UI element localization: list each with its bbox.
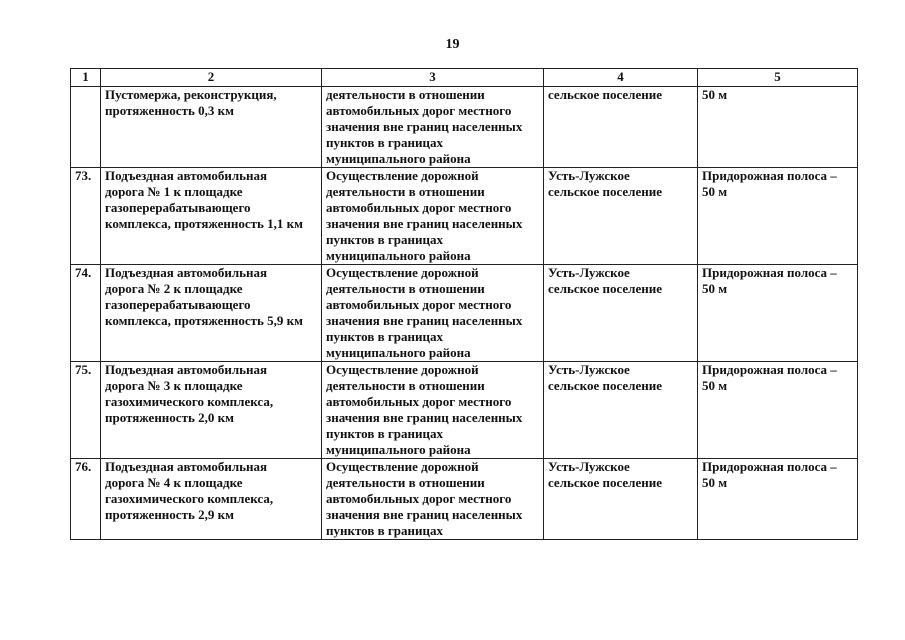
cell-text-line: сельское поселение xyxy=(548,378,662,393)
column-header: 3 xyxy=(322,69,544,87)
cell-text-line: автомобильных дорог местного xyxy=(326,297,512,312)
cell-text-line: Придорожная полоса – xyxy=(702,362,837,377)
cell-text-line: Придорожная полоса – xyxy=(702,168,837,183)
document-table xyxy=(70,68,858,540)
cell-text-line: пунктов в границах xyxy=(326,135,444,150)
cell-text-line: Придорожная полоса – xyxy=(702,265,837,280)
cell-text-line: муниципального района xyxy=(326,442,471,457)
cell-text-line: Усть-Лужское xyxy=(548,265,630,280)
cell-text-line: сельское поселение xyxy=(548,184,662,199)
cell-text-line: Пустомержа, реконструкция, xyxy=(105,87,277,102)
cell-text-line: Подъездная автомобильная xyxy=(105,168,268,183)
location-cell xyxy=(544,459,698,540)
cell-text-line: значения вне границ населенных xyxy=(326,410,523,425)
location-cell xyxy=(544,168,698,265)
cell-text-line: автомобильных дорог местного xyxy=(326,394,512,409)
cell-text-line: сельское поселение xyxy=(548,475,662,490)
cell-text-line: Усть-Лужское xyxy=(548,362,630,377)
row-number-cell xyxy=(71,87,101,168)
cell-text-line: значения вне границ населенных xyxy=(326,216,523,231)
cell-text-line: пунктов в границах xyxy=(326,232,444,247)
table-row xyxy=(71,87,858,168)
table-row xyxy=(71,459,858,540)
cell-text-line: деятельности в отношении xyxy=(326,87,485,102)
cell-text-line: Осуществление дорожной xyxy=(326,362,479,377)
column-header: 1 xyxy=(71,69,101,87)
page-number: 19 xyxy=(445,37,460,52)
cell-text-line: Подъездная автомобильная xyxy=(105,265,268,280)
cell-text-line: протяженность 0,3 км xyxy=(105,103,234,118)
cell-text-line: комплекса, протяженность 5,9 км xyxy=(105,313,304,328)
zone-cell xyxy=(698,459,858,540)
cell-text-line: деятельности в отношении xyxy=(326,281,485,296)
cell-text-line: значения вне границ населенных xyxy=(326,507,523,522)
row-number-cell: 75. xyxy=(71,362,101,459)
cell-text-line: сельское поселение xyxy=(548,87,662,102)
cell-text-line: муниципального района xyxy=(326,151,471,166)
cell-text-line: дорога № 1 к площадке xyxy=(105,184,243,199)
table-row xyxy=(71,265,858,362)
table-header-row xyxy=(71,69,858,87)
cell-text-line: газоперерабатывающего xyxy=(105,297,251,312)
cell-text-line: 50 м xyxy=(702,378,728,393)
zone-cell xyxy=(698,265,858,362)
object-cell xyxy=(101,265,322,362)
cell-text-line: газохимического комплекса, xyxy=(105,394,274,409)
cell-text-line: пунктов в границах xyxy=(326,426,444,441)
cell-text-line: значения вне границ населенных xyxy=(326,313,523,328)
row-number-cell: 74. xyxy=(71,265,101,362)
cell-text-line: пунктов в границах xyxy=(326,329,444,344)
cell-text-line: протяженность 2,0 км xyxy=(105,410,234,425)
purpose-cell xyxy=(322,265,544,362)
location-cell xyxy=(544,265,698,362)
cell-text-line: 50 м xyxy=(702,281,728,296)
cell-text-line: Подъездная автомобильная xyxy=(105,459,268,474)
table-row xyxy=(71,362,858,459)
cell-text-line: 50 м xyxy=(702,87,728,102)
purpose-cell xyxy=(322,87,544,168)
cell-text-line: Осуществление дорожной xyxy=(326,265,479,280)
object-cell xyxy=(101,362,322,459)
cell-text-line: значения вне границ населенных xyxy=(326,119,523,134)
purpose-cell xyxy=(322,459,544,540)
cell-text-line: газоперерабатывающего xyxy=(105,200,251,215)
cell-text-line: Усть-Лужское xyxy=(548,168,630,183)
cell-text-line: Осуществление дорожной xyxy=(326,459,479,474)
cell-text-line: протяженность 2,9 км xyxy=(105,507,234,522)
object-cell xyxy=(101,459,322,540)
cell-text-line: дорога № 2 к площадке xyxy=(105,281,243,296)
cell-text-line: Усть-Лужское xyxy=(548,459,630,474)
cell-text-line: муниципального района xyxy=(326,248,471,263)
location-cell xyxy=(544,87,698,168)
column-header: 4 xyxy=(544,69,698,87)
cell-text-line: дорога № 3 к площадке xyxy=(105,378,243,393)
cell-text-line: комплекса, протяженность 1,1 км xyxy=(105,216,304,231)
cell-text-line: пунктов в границах xyxy=(326,523,444,538)
cell-text-line: деятельности в отношении xyxy=(326,378,485,393)
purpose-cell xyxy=(322,168,544,265)
cell-text-line: 50 м xyxy=(702,184,728,199)
table-row xyxy=(71,168,858,265)
object-cell xyxy=(101,168,322,265)
purpose-cell xyxy=(322,362,544,459)
cell-text-line: дорога № 4 к площадке xyxy=(105,475,243,490)
cell-text-line: деятельности в отношении xyxy=(326,184,485,199)
cell-text-line: автомобильных дорог местного xyxy=(326,200,512,215)
cell-text-line: Подъездная автомобильная xyxy=(105,362,268,377)
zone-cell xyxy=(698,362,858,459)
row-number-cell: 76. xyxy=(71,459,101,540)
object-cell xyxy=(101,87,322,168)
cell-text-line: 50 м xyxy=(702,475,728,490)
row-number-cell: 73. xyxy=(71,168,101,265)
zone-cell xyxy=(698,87,858,168)
cell-text-line: автомобильных дорог местного xyxy=(326,103,512,118)
cell-text-line: Осуществление дорожной xyxy=(326,168,479,183)
location-cell xyxy=(544,362,698,459)
column-header: 2 xyxy=(101,69,322,87)
cell-text-line: сельское поселение xyxy=(548,281,662,296)
column-header: 5 xyxy=(698,69,858,87)
table-body xyxy=(71,87,858,540)
cell-text-line: газохимического комплекса, xyxy=(105,491,274,506)
cell-text-line: деятельности в отношении xyxy=(326,475,485,490)
zone-cell xyxy=(698,168,858,265)
cell-text-line: Придорожная полоса – xyxy=(702,459,837,474)
cell-text-line: муниципального района xyxy=(326,345,471,360)
cell-text-line: автомобильных дорог местного xyxy=(326,491,512,506)
